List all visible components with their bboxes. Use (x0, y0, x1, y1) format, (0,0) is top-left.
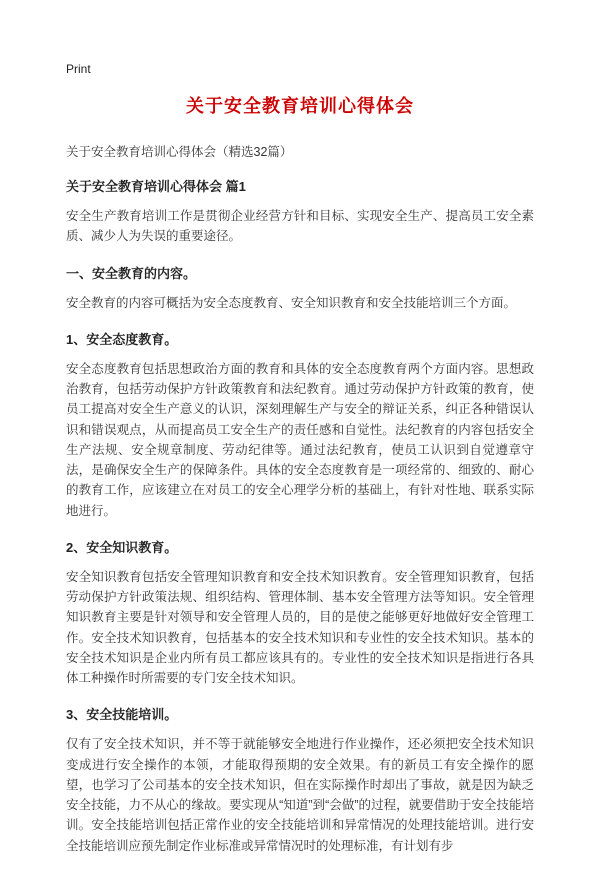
section-4-heading: 2、安全知识教育。 (66, 539, 178, 555)
section-2-paragraph: 安全教育的内容可概括为安全态度教育、安全知识教育和安全技能培训三个方面。 (66, 295, 517, 310)
section-3-paragraph: 安全态度教育包括思想政治方面的教育和具体的安全态度教育两个方面内容。思想政治教育，包括劳动保护方针政策教育和法纪教育。通过劳动保护方针政策的教育，使员工提高对安全生产意义的认识，深刻理解生产与安全的辩证关系，纠正各种错误认识和错误观点，从而提高员工安全生产的责任感和自觉性。法纪教育的内容包括安全生产法规、安全规章制度、劳动纪律等。通过法纪教育，使员工认识到自觉遵章守法，是确保安全生产的保障条件。具体的安全态度教育是一项经常的、细致的、耐心的教育工作，应该建立在对员工的安全心理学分析的基础上，有针对性地、联系实际地进行。 (66, 361, 534, 518)
section-5-heading: 3、安全技能培训。 (66, 707, 178, 723)
section-2-heading: 一、安全教育的内容。 (66, 265, 197, 281)
section-4-paragraph: 安全知识教育包括安全管理知识教育和安全技术知识教育。安全管理知识教育，包括劳动保护方针政策法规、组织结构、管理体制、基本安全管理方法等知识。安全管理知识教育主要是针对领导和安全管理人员的，目的是使之能够更好地做好安全管理工作。安全技术知识教育，包括基本的安全技术知识和专业性的安全技术知识。基本的安全技术知识是企业内所有员工都应该具有的。专业性的安全技术知识是指进行各具体工种操作时所需要的专门安全技术知识。 (66, 569, 534, 685)
print-button[interactable]: Print (66, 62, 91, 76)
document-subtitle: 关于安全教育培训心得体会（精选32篇） (66, 145, 293, 159)
section-1-paragraph: 安全生产教育培训工作是贯彻企业经营方针和目标、实现安全生产、提高员工安全素质、减少人为失误的重要途径。 (66, 209, 534, 244)
section-1-heading: 关于安全教育培训心得体会 篇1 (66, 179, 246, 194)
section-5-paragraph: 仅有了安全技术知识，并不等于就能够安全地进行作业操作，还必须把安全技术知识变成进行安全操作的本领，才能取得预期的安全效果。有的新员工有安全操作的愿望，也学习了公司基本的安全技术知识，但在实际操作时却出了事故，就是因为缺乏安全技能，力不从心的缘故。要实现从“知道”到“会做”的过程，就要借助于安全技能培训。安全技能培训包括正常作业的安全技能培训和异常情况的处理技能培训。进行安全技能培训应预先制定作业标准或异常情况时的处理标准，有计划有步 (66, 737, 534, 853)
document-title: 关于安全教育培训心得体会 (186, 96, 414, 116)
section-3-heading: 1、安全态度教育。 (66, 331, 178, 347)
